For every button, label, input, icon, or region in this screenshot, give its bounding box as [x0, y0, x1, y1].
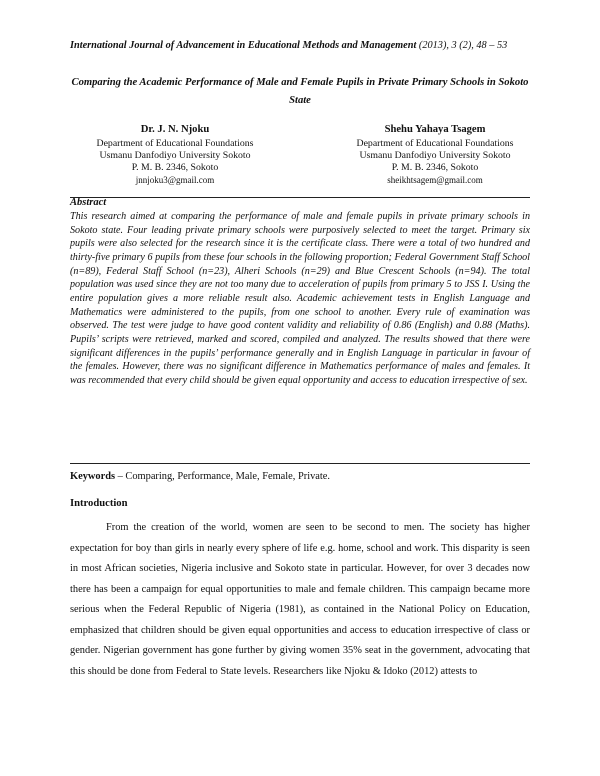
introduction-text: From the creation of the world, women are seen to be second to men. The society has higher expectation for boy than girls in nearly every sphere of life e.g. home, school and work. This disparity is seen in most African societies, Nigeria inclusive and Sokoto state in particular. However, for over 3 decades now there has been a campaign for equal opportunities to male and female children. This campaign became more serious when the Federal Republic of Nigeria (1981), as contained in the National Policy on Education, emphasized that children should be given equal opportunities and access to education irrespective of class or gender. Nigerian government has gone further by giving women 35% seat in the government, advocating that this should be done from Federal to State levels. Researchers like Njoku & Idoko (2012) attests to — [70, 522, 530, 677]
author-university: Usmanu Danfodiyo University Sokoto — [359, 150, 511, 161]
author-name: Dr. J. N. Njoku — [140, 124, 210, 135]
abstract-text: This research aimed at comparing the performance of male and female pupils in private primary schools in Sokoto state. Four leading private primary schools were purposively selected to meet the target. Primary six pupils were also selected for the research since it is the certificate class. There were a total of two hundred and thirty-five primary 6 pupils from these four schools in the following proportion; Federal Government Staff School (n=89), Federal Staff School (n=23), Alheri Schools (n=29) and Blue Crescent Schools (n=94). The total population was used since they are not too many due to acceleration of pupils from primary 5 to JSS I. Using the entire population gives a more reliable result also. Academic achievement tests in English Language and Mathematics were administered to the pupils, from one school to another. Every rule of examination was observed. The test were judge to have good content validity and reliability of 0.86 (English) and 0.88 (Maths). Pupils’ scripts were retrieved, marked and scored, compiled and analyzed. The results showed that there were significant differences in the pupils’ performance generally and in English Language in particular in favour of the females. However, there was no significant difference in Mathematics performance of males and females. It was recommended that every child should be given equal opportunity and access to education irrespective of sex. — [70, 211, 530, 386]
author-address: P. M. B. 2346, Sokoto — [391, 162, 479, 173]
paper-title: Comparing the Academic Performance of Male and Female Pupils in Private Primary Schools in Sokoto State — [71, 77, 529, 106]
volume-info: (2013), 3 (2), 48 – 53 — [416, 40, 508, 51]
abstract-heading: Abstract — [70, 197, 107, 208]
abstract-top-rule — [70, 197, 530, 198]
keywords — [70, 471, 530, 482]
author-block-1 — [55, 124, 295, 186]
introduction-heading: Introduction — [70, 498, 128, 509]
journal-name: International Journal of Advancement in Educational Methods and Management — [70, 40, 417, 51]
author-email: sheikhtsagem@gmail.com — [387, 175, 483, 185]
keywords-list: – Comparing, Performance, Male, Female, Private. — [115, 471, 330, 482]
author-address: P. M. B. 2346, Sokoto — [131, 162, 219, 173]
author-university: Usmanu Danfodiyo University Sokoto — [99, 150, 251, 161]
running-head — [70, 40, 530, 51]
author-department: Department of Educational Foundations — [356, 138, 514, 149]
author-department: Department of Educational Foundations — [96, 138, 254, 149]
abstract-bottom-rule — [70, 463, 530, 464]
keywords-label: Keywords — [70, 471, 116, 482]
author-email: jnnjoku3@gmail.com — [135, 175, 215, 185]
author-block-2 — [315, 124, 555, 186]
author-name: Shehu Yahaya Tsagem — [384, 124, 486, 135]
